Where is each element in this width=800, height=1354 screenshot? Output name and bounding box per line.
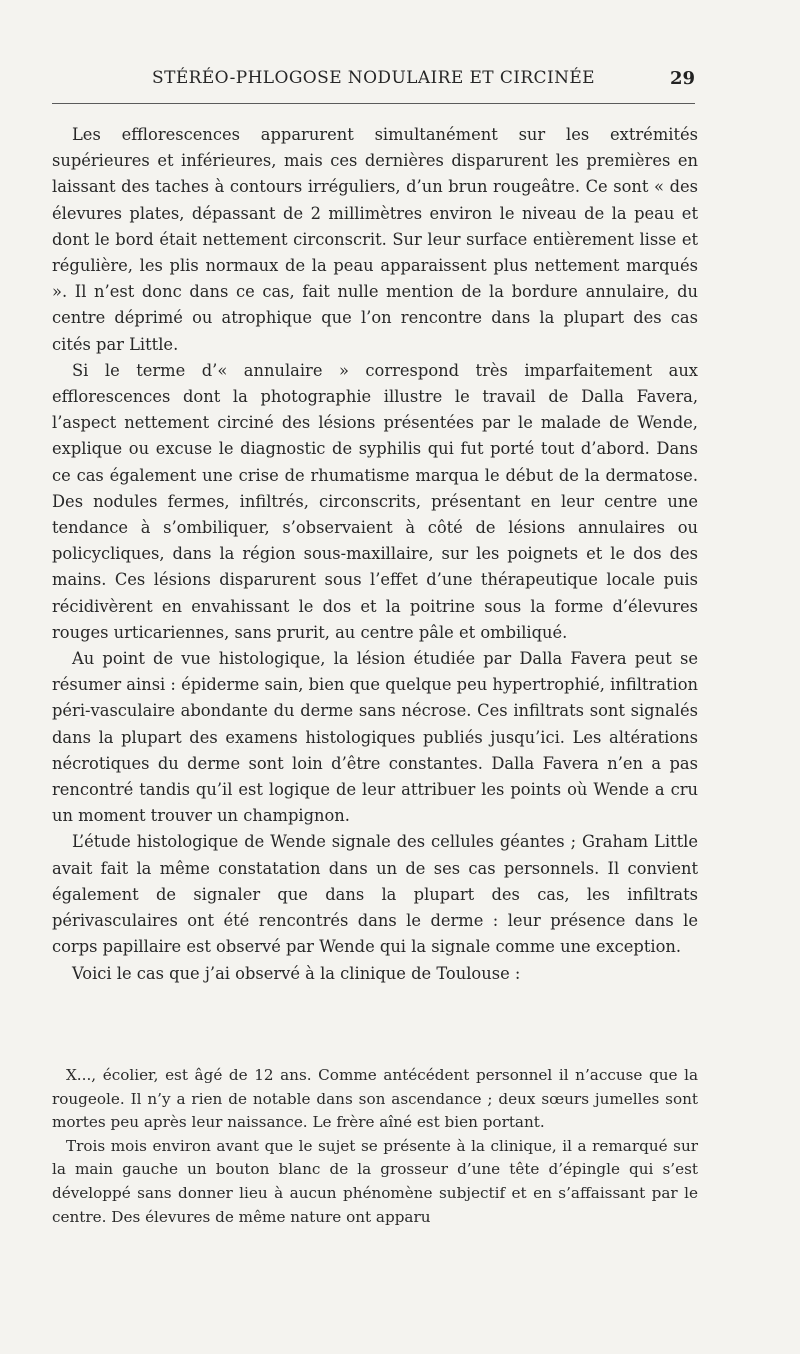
paragraph: Voici le cas que j’ai observé à la clinique de Toulouse : (72, 963, 521, 983)
main-text (52, 122, 698, 987)
case-paragraph: Trois mois environ avant que le sujet se présente à la clinique, il a remarqué sur la main gauche un bouton blanc de la grosseur d’une tête d’épingle qui s’est développé sans donner lieu à aucun phénomène subjectif et en s’affaissant par le centre. Des élevures de même nature ont apparu (52, 1136, 698, 1226)
case-paragraph: X..., écolier, est âgé de 12 ans. Comme antécédent personnel il n’accuse que la rougeole. Il n’y a rien de notable dans son ascendance ; deux sœurs jumelles sont mortes peu après leur naissance. Le frère aîné est bien portant. (52, 1066, 698, 1132)
paragraph: Les efflorescences apparurent simultanément sur les extrémités supérieures et inférieures, mais ces dernières disparurent les premières en laissant des taches à contours irréguliers, d’un brun rougeâtre. Ce sont « des élevures plates, dépassant de 2 millimètres environ le niveau de la peau et dont le bord était nettement circonscrit. Sur leur surface entièrement lisse et régulière, les plis normaux de la peau apparaissent plus nettement marqués ». Il n’est donc dans ce cas, fait nulle mention de la bordure annulaire, du centre déprimé ou atrophique que l’on rencontre dans la plupart des cas cités par Little. (52, 125, 698, 354)
running-head (52, 68, 695, 100)
paragraph: L’étude histologique de Wende signale des cellules géantes ; Graham Little avait fait la même constatation dans un de ses cas personnels. Il convient également de signaler que dans la plupart des cas, les infiltrats périvasculaires ont été rencontrés dans le derme : leur présence dans le corps papillaire est observé par Wende qui la signale comme une exception. (52, 832, 698, 957)
paragraph: Au point de vue histologique, la lésion étudiée par Dalla Favera peut se résumer ainsi : épiderme sain, bien que quelque peu hypertrophié, infiltration péri-vasculaire abondante du derme sans nécrose. Ces infiltrats sont signalés dans la plupart des examens histologiques publiés jusqu’ici. Les altérations nécrotiques du derme sont loin d’être constantes. Dalla Favera n’en a pas rencontré tandis qu’il est logique de leur attribuer les points où Wende a cru un moment trouver un champignon. (52, 649, 698, 826)
page-number: 29 (669, 68, 695, 89)
paragraph: Si le terme d’« annulaire » correspond très imparfaitement aux efflorescences dont la photographie illustre le travail de Dalla Favera, l’aspect nettement circiné des lésions présentées par le malade de Wende, explique ou excuse le diagnostic de syphilis qui fut porté tout d’abord. Dans ce cas également une crise de rhumatisme marqua le début de la dermatose. Des nodules fermes, infiltrés, circonscrits, présentant en leur centre une tendance à s’ombiliquer, s’observaient à côté de lésions annulaires ou policycliques, dans la région sous-maxillaire, sur les poignets et le dos des mains. Ces lésions disparurent sous l’effet d’une thérapeutique locale puis récidivèrent en envahissant le dos et la poitrine sous la forme d’élevures rouges urticariennes, sans prurit, au centre pâle et ombiliqué. (52, 360, 698, 642)
case-report (52, 1064, 698, 1229)
header-rule (52, 103, 695, 104)
running-title: STÉRÉO-PHLOGOSE NODULAIRE ET CIRCINÉE (152, 68, 595, 88)
